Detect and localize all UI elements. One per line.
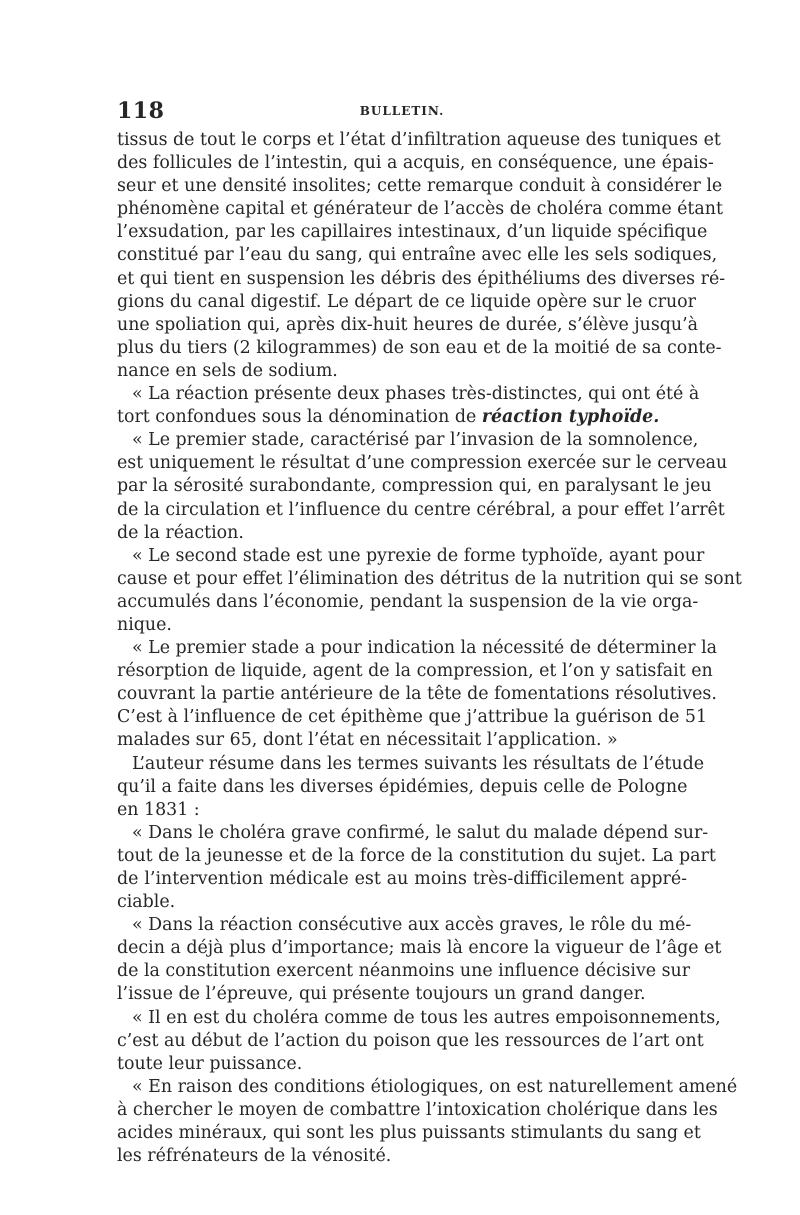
text-line: decin a déjà plus d’importance; mais là encore la vigueur de l’âge et: [117, 938, 722, 959]
text-line: de la réaction.: [117, 522, 244, 543]
text-line: par la sérosité surabondante, compression qui, en paralysant le jeu: [117, 476, 712, 497]
text-line: « Le premier stade a pour indication la nécessité de déterminer la: [132, 638, 718, 659]
text-line: C’est à l’influence de cet épithème que j’attribue la guérison de 51: [117, 707, 708, 728]
text-line: plus du tiers (2 kilogrammes) de son eau et de la moitié de sa conte-: [117, 337, 722, 358]
text-line: seur et une densité insolites; cette remarque conduit à considérer le: [117, 176, 723, 197]
text-line: phénomène capital et générateur de l’accès de choléra comme étant: [117, 199, 723, 220]
text-line: tout de la jeunesse et de la force de la constitution du sujet. La part: [117, 845, 716, 866]
text-line: « En raison des conditions étiologiques, on est naturellement amené: [132, 1076, 738, 1097]
text-line: « La réaction présente deux phases très-distinctes, qui ont été à: [132, 384, 700, 405]
text-line: qu’il a faite dans les diverses épidémies, depuis celle de Pologne: [117, 776, 688, 797]
paragraph: [117, 822, 716, 914]
page-header: [117, 98, 687, 124]
text-line: [117, 406, 687, 429]
text-line: malades sur 65, dont l’état en nécessitait l’application. »: [117, 730, 618, 751]
text-line: résorption de liquide, agent de la compression, et l’on y satisfait en: [117, 661, 713, 682]
paragraph: [117, 637, 718, 752]
text-line: tissus de tout le corps et l’état d’infiltration aqueuse des tuniques et: [117, 130, 721, 150]
page-number: 118: [117, 98, 165, 124]
text-line: gions du canal digestif. Le départ de ce liquide opère sur le cruor: [117, 291, 696, 312]
text-line: accumulés dans l’économie, pendant la suspension de la vie orga-: [117, 591, 699, 612]
text-line: nance en sels de sodium.: [117, 360, 338, 381]
text-line: nique.: [117, 614, 172, 635]
text-line: en 1831 :: [117, 799, 200, 820]
text-line: toute leur puissance.: [117, 1053, 303, 1074]
paragraph: [117, 129, 726, 383]
text-line: de la circulation et l’influence du centre cérébral, a pour effet l’arrêt: [117, 499, 725, 520]
text-line: « Le second stade est une pyrexie de forme typhoïde, ayant pour: [132, 545, 705, 566]
text-line: cause et pour effet l’élimination des détritus de la nutrition qui se sont: [117, 568, 742, 589]
text-line: acides minéraux, qui sont les plus puissants stimulants du sang et: [117, 1123, 701, 1144]
text-line: une spoliation qui, après dix-huit heures de durée, s’élève jusqu’à: [117, 314, 699, 335]
body-text: [117, 129, 742, 1168]
text-line: L’auteur résume dans les termes suivants les résultats de l’étude: [132, 753, 704, 774]
text-line: l’issue de l’épreuve, qui présente toujours un grand danger.: [117, 984, 646, 1005]
text-line: ciable.: [117, 892, 176, 913]
paragraph: [117, 914, 722, 1006]
text-line: « Le premier stade, caractérisé par l’invasion de la somnolence,: [132, 430, 699, 451]
text-line: de la constitution exercent néanmoins une influence décisive sur: [117, 961, 691, 982]
text-line: des follicules de l’intestin, qui a acquis, en conséquence, une épais-: [117, 153, 714, 174]
paragraph: [117, 545, 742, 637]
text-line: l’exsudation, par les capillaires intestinaux, d’un liquide spécifique: [117, 222, 708, 243]
text-line: c’est au début de l’action du poison que les ressources de l’art ont: [117, 1030, 704, 1051]
text-fragment: tort confondues sous la dénomination de: [117, 407, 482, 428]
text-line: « Dans la réaction consécutive aux accès graves, le rôle du mé-: [132, 915, 692, 936]
text-line: de l’intervention médicale est au moins très-difficilement appré-: [117, 869, 687, 889]
italic-term: réaction typhoïde.: [481, 407, 660, 428]
paragraph: [117, 753, 704, 822]
text-line: « Dans le choléra grave confirmé, le salut du malade dépend sur-: [132, 822, 709, 843]
text-line: est uniquement le résultat d’une compression exercée sur le cerveau: [117, 453, 728, 474]
paragraph: [117, 1076, 738, 1168]
paragraph: [117, 383, 700, 429]
text-line: « Il en est du choléra comme de tous les autres empoisonnements,: [132, 1007, 721, 1028]
text-line: à chercher le moyen de combattre l’intoxication cholérique dans les: [117, 1099, 718, 1120]
paragraph: [117, 429, 728, 544]
paragraph: [117, 1007, 721, 1076]
text-line: les réfrénateurs de la vénosité.: [117, 1146, 392, 1167]
text-line: constitué par l’eau du sang, qui entraîne avec elle les sels sodiques,: [117, 245, 718, 266]
text-line: couvrant la partie antérieure de la tête de fomentations résolutives.: [117, 684, 717, 705]
running-title: BULLETIN.: [359, 104, 445, 118]
text-line: et qui tient en suspension les débris des épithéliums des diverses ré-: [117, 268, 726, 289]
